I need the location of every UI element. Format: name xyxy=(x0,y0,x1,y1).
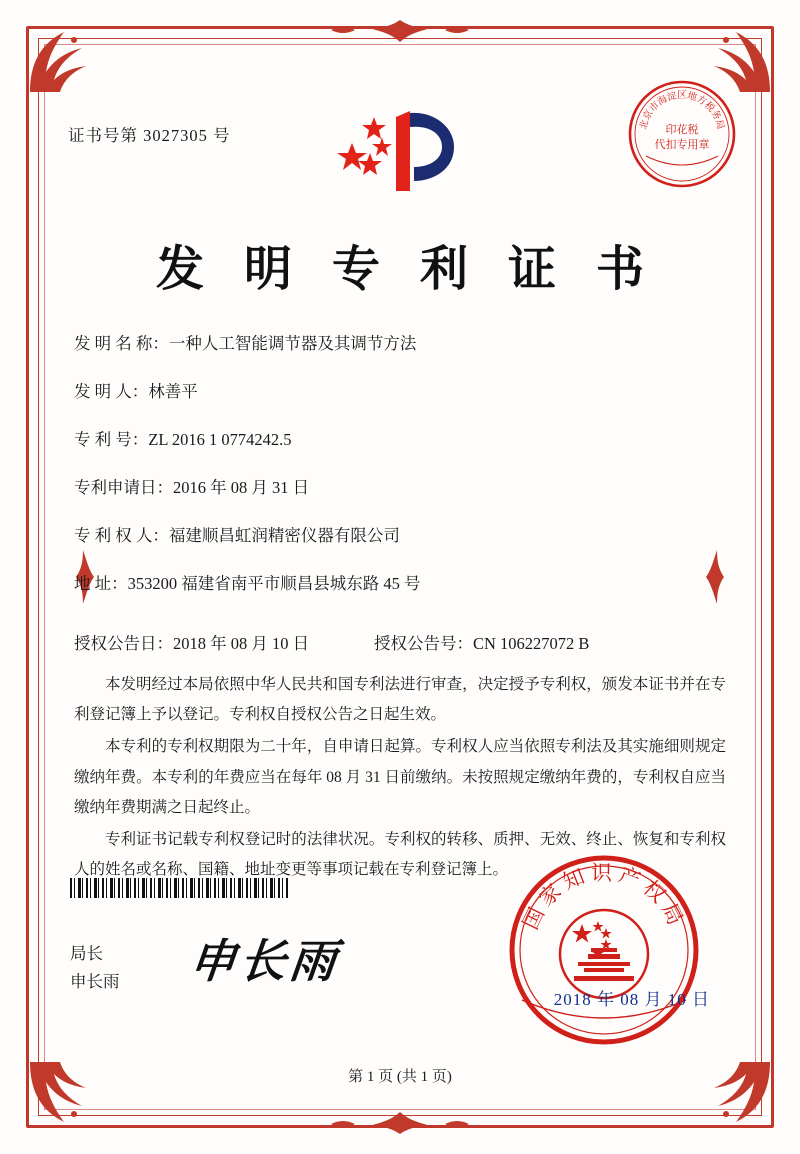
svg-text:代扣专用章: 代扣专用章 xyxy=(654,139,710,151)
field-value: 福建顺昌虹润精密仪器有限公司 xyxy=(168,526,400,546)
svg-text:国家知识产权局: 国家知识产权局 xyxy=(518,861,690,934)
field-row xyxy=(74,476,726,499)
field-label: 发 明 名 称： xyxy=(74,334,169,353)
field-value: ZL 2016 1 0774242.5 xyxy=(148,430,292,450)
field-value: 353200 福建省南平市顺昌县城东路 45 号 xyxy=(127,574,421,594)
signature-role: 局长 xyxy=(70,944,103,963)
field-row xyxy=(74,524,726,547)
paragraph: 专利证书记载专利权登记时的法律状况。专利权的转移、质押、无效、终止、恢复和专利权人的姓名或名称、国籍、地址变更等事项记载在专利登记簿上。 xyxy=(74,831,726,879)
field-value: 一种人工智能调节器及其调节方法 xyxy=(168,334,417,353)
field-row xyxy=(74,380,726,403)
field-label: 发 明 人： xyxy=(74,382,149,402)
seal-date: 2018 年 08 月 10 日 xyxy=(553,990,710,1009)
field-label: 专 利 权 人： xyxy=(74,526,169,546)
edge-ornament-icon xyxy=(325,1108,475,1138)
svg-text:北京市海淀区地方税务局: 北京市海淀区地方税务局 xyxy=(639,91,725,131)
field-row xyxy=(74,332,726,355)
official-seal xyxy=(504,850,704,1050)
svg-text:印花税: 印花税 xyxy=(665,124,699,136)
field-value: 林善平 xyxy=(148,382,198,402)
grant-number xyxy=(374,630,726,654)
field-label: 专 利 号： xyxy=(74,430,149,450)
certificate-content xyxy=(60,60,740,1094)
field-list xyxy=(74,332,726,662)
paragraph: 本专利的专利权期限为二十年，自申请日起算。专利权人应当依照专利法及其实施细则规定缴纳年费。本专利的年费应当在每年 08 月 31 日前缴纳。未按照规定缴纳年费的，专利权自应当缴纳年费期满之日起终止。 xyxy=(74,738,726,816)
barcode xyxy=(70,878,288,898)
field-row xyxy=(74,428,726,451)
field-row xyxy=(74,572,726,595)
edge-ornament-icon xyxy=(325,16,475,46)
grant-date-value: 2018 年 08 月 10 日 xyxy=(173,633,310,653)
cnipa-logo-icon xyxy=(330,95,470,205)
page-footer: 第 1 页 (共 1 页) xyxy=(348,1069,452,1085)
grant-row xyxy=(74,630,726,654)
field-value: 2016 年 08 月 31 日 xyxy=(173,478,310,498)
grant-date xyxy=(74,630,374,654)
page-title: 发 明 专 利 证 书 xyxy=(155,243,658,296)
signature-name: 申长雨 xyxy=(70,972,120,992)
handwritten-signature: 申长雨 xyxy=(186,934,343,988)
grant-number-label: 授权公告号： xyxy=(374,633,473,653)
paragraph: 本发明经过本局依照中华人民共和国专利法进行审查，决定授予专利权，颁发本证书并在专利登记簿上予以登记。专利权自授权公告之日起生效。 xyxy=(74,676,726,724)
grant-number-value: CN 106227072 B xyxy=(473,633,590,653)
signature-block xyxy=(70,940,120,996)
field-label: 专利申请日： xyxy=(74,478,173,498)
certificate-number: 证书号第 3027305 号 xyxy=(68,126,231,145)
field-label: 地 址： xyxy=(74,574,128,594)
grant-date-label: 授权公告日： xyxy=(74,633,173,653)
tax-stamp xyxy=(626,78,738,190)
